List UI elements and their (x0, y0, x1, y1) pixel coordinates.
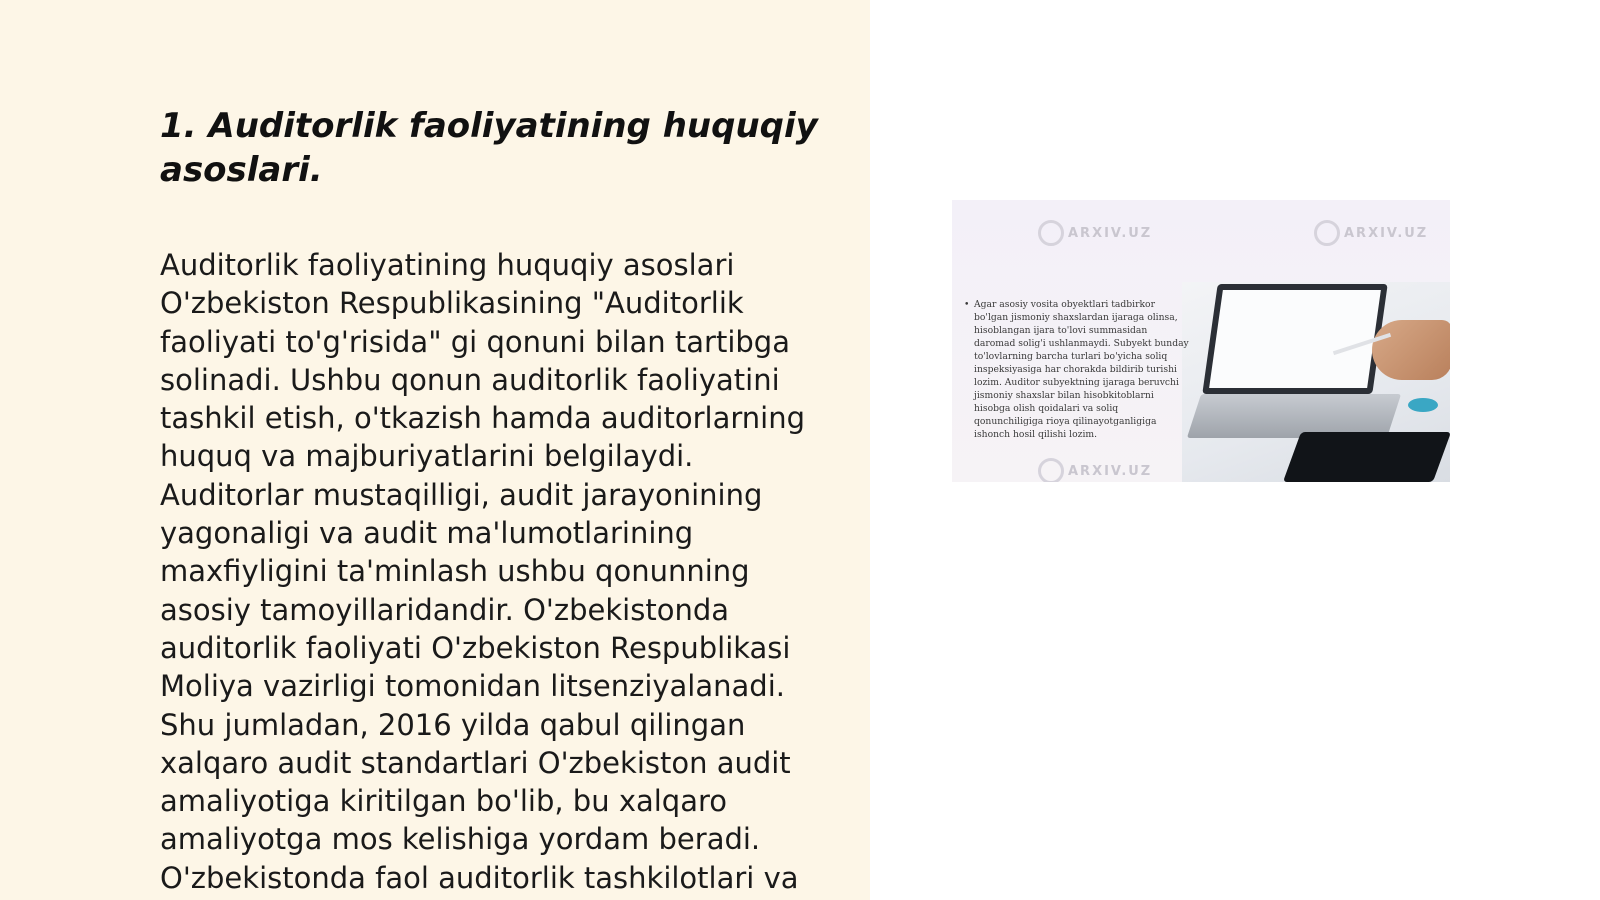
laptop-photo (1182, 282, 1450, 482)
slide-thumbnail-image (952, 200, 1450, 482)
bullet-icon: • (964, 299, 970, 310)
tablet (1283, 432, 1450, 482)
watermark-text: ARXIV.UZ (1068, 463, 1153, 479)
hand (1372, 320, 1450, 380)
watermark-text: ARXIV.UZ (1344, 225, 1429, 241)
watermark-logo (1314, 220, 1428, 246)
laptop-screen (1202, 284, 1387, 394)
slide-title: 1. Auditorlik faoliyatining huquqiy asoslari. (160, 106, 818, 190)
thumbnail-text (964, 298, 1190, 441)
cup (1408, 398, 1438, 412)
magnifier-icon (1038, 458, 1064, 482)
thumbnail-paragraph: Agar asosiy vosita obyektlari tadbirkor bo'lgan jismoniy shaxslardan ijaraga olinsa, hisoblangan ijara to'lovi summasidan daromad solig'i ushlanmaydi. Subyekt bunday to'lovlarning barcha turlari bo'yicha soliq inspeksiyasiga har chorakda bildirib turishi lozim. Auditor subyektning ijaraga beruvchi jismoniy shaxslar bilan hisobkitoblarni hisobga olish qoidalari va soliq qonunchiligiga rioya qilinayotganligiga ishonch hosil qilishi lozim. (974, 299, 1189, 440)
watermark-logo (1038, 458, 1152, 482)
watermark-text: ARXIV.UZ (1068, 225, 1153, 241)
slide-body-text: Auditorlik faoliyatining huquqiy asoslari O'zbekiston Respublikasining "Auditorlik faoliyati to'g'risida" gi qonuni bilan tartibga solinadi. Ushbu qonun auditorlik faoliyatini tashkil etish, o'tkazish hamda auditorlarning huquq va majburiyatlarini belgilaydi. Auditorlar mustaqilligi, audit jarayonining yagonaligi va audit ma'lumotlarining maxfiyligini ta'minlash ushbu qonunning asosiy tamoyillaridandir. O'zbekistonda auditorlik faoliyati O'zbekiston Respublikasi Moliya vazirligi tomonidan litsenziyalanadi. Shu jumladan, 2016 yilda qabul qilingan xalqaro audit standartlari O'zbekiston audit amaliyotiga kiritilgan bo'lib, bu xalqaro amaliyotga mos kelishiga yordam beradi. O'zbekistonda faol auditorlik tashkilotlari va (160, 248, 805, 895)
magnifier-icon (1038, 220, 1064, 246)
watermark-logo (1038, 220, 1152, 246)
magnifier-icon (1314, 220, 1340, 246)
